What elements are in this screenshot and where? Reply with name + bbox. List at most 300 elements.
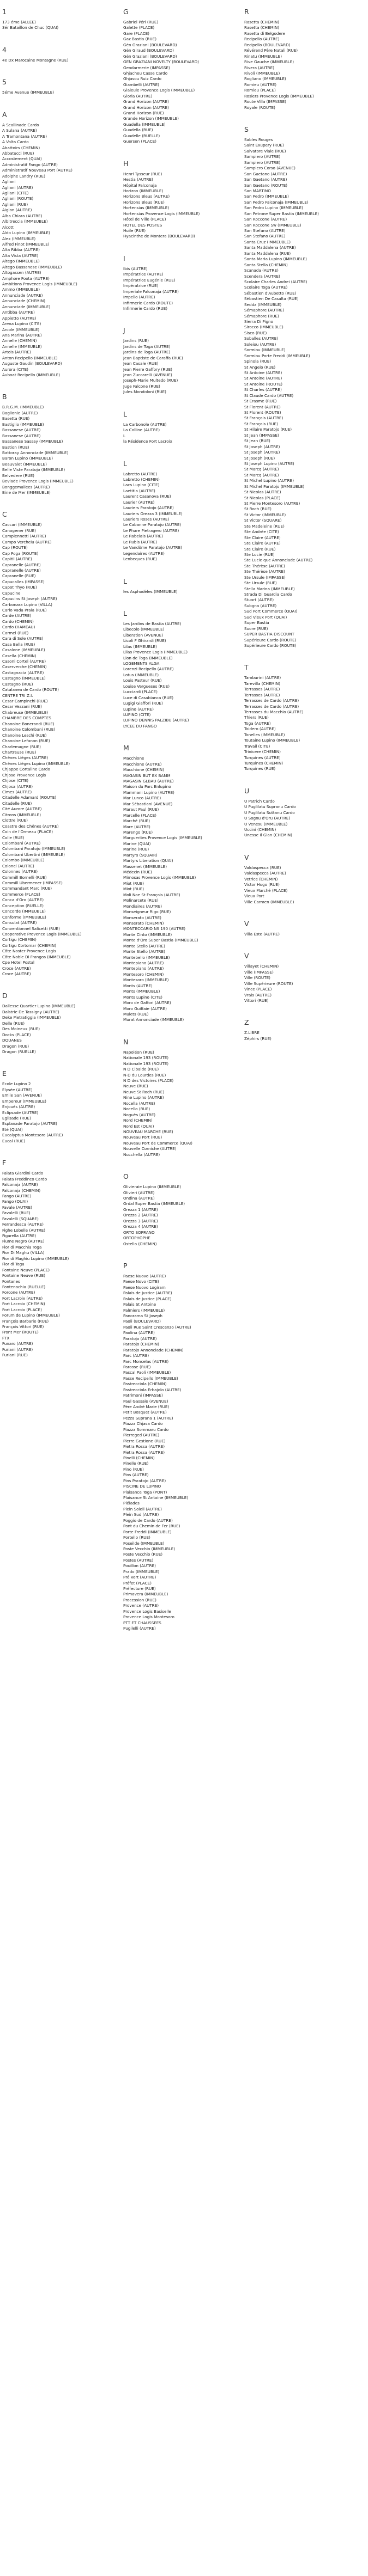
- street-list-item: Ste Claire (AUTRE): [244, 541, 281, 546]
- street-list-item: Rasetta (CHEMIN): [244, 20, 280, 25]
- street-list-item: Guadella (RUE): [123, 127, 153, 133]
- street-list-item: Consulat (AUTRE): [2, 920, 37, 926]
- street-list-item: Forcone (AUTRE): [2, 1290, 35, 1295]
- street-list-item: Capucalles (IMPASSE): [2, 579, 45, 584]
- section-letter-heading: I: [123, 254, 125, 262]
- street-list: [244, 932, 361, 937]
- street-list-item: Sébastien De Casalta (RUE): [244, 296, 299, 302]
- street-list-item: Soballes (AUTRE): [244, 336, 279, 341]
- street-list-item: Zéphirs (RUE): [244, 1036, 272, 1041]
- street-list-item: Gén Graziani (BOULEVARD): [123, 42, 177, 47]
- street-list-item: Moro de Gaffori (AUTRE): [123, 1000, 171, 1006]
- street-list-item: San Pedro Lupino (IMMEUBLE): [244, 205, 303, 211]
- street-list-item: Toga (AUTRE): [244, 720, 271, 726]
- section-letter-heading: E: [2, 1069, 7, 1078]
- street-list-item: Victor Hugo (RUE): [244, 882, 280, 888]
- street-list-item: Jardins (RUE): [123, 338, 149, 344]
- street-list-item: Procession (RUE): [123, 1597, 156, 1602]
- street-list-item: 173 éme (ALLEE): [2, 20, 36, 25]
- street-list-item: Auboat Recipello (IMMEUBLE): [2, 372, 61, 377]
- street-list-item: Bastion (RUE): [2, 444, 29, 450]
- street-list-item: Commill Bornelli (RUE): [2, 874, 47, 880]
- street-list-item: Appietto (AUTRE): [2, 315, 37, 321]
- street-list-item: Clottre (RUE): [2, 818, 28, 823]
- street-list-item: Agliani: [2, 179, 16, 185]
- street-list-item: Favale (AUTRE): [2, 1204, 32, 1210]
- street-list-item: U Patrich Cardo: [244, 798, 275, 804]
- street-list-item: Sémaphore (RUE): [244, 313, 279, 319]
- street-list-item: Dalstrie De Tassigny (AUTRE): [2, 1009, 59, 1014]
- street-list-item: Chanoine Leschi (RUE): [2, 732, 47, 738]
- street-list-item: Imperiale Falconaja (AUTRE): [123, 289, 179, 294]
- street-list-item: Beviade Provence Logis (IMMEUBLE): [2, 479, 74, 484]
- street-list-item: Postes (AUTRE): [123, 1557, 154, 1563]
- section-letter-heading: 1: [2, 8, 7, 16]
- street-list-item: LUPINO DENNIS PALZIBU (AUTRE): [123, 718, 189, 723]
- street-list-item: Alex (IMMEUBLE): [2, 236, 36, 241]
- street-list-item: Gloria (AUTRE): [123, 93, 153, 99]
- street-list-item: Agliani (RUE): [2, 201, 28, 207]
- street-list: [123, 756, 240, 1023]
- street-list-item: Alfred Finot (IMMEUBLE): [2, 241, 50, 247]
- street-list: [2, 1081, 119, 1144]
- street-list-item: Croce (AUTRE): [2, 965, 31, 971]
- street-list-item: Gendarmerie (IMPASSE): [123, 65, 170, 70]
- street-list-item: Capucins St Joseph (AUTRE): [2, 596, 57, 602]
- letter-section: [2, 1069, 119, 1144]
- street-list-item: NOUVEAU MARCHE (RUE): [123, 1129, 173, 1134]
- street-list-item: Passe Recipello (IMMEUBLE): [123, 1375, 178, 1381]
- street-list-item: Lion de Toga (IMMEUBLE): [123, 655, 173, 660]
- street-list-item: Aldo Lupino (IMMEUBLE): [2, 230, 50, 236]
- street-list-item: Chabreuse (IMMEUBLE): [2, 709, 49, 715]
- street-list-item: San Gaetano (AUTRE): [244, 171, 287, 176]
- section-letter-heading: G: [123, 8, 129, 16]
- street-list-item: Portello (RUE): [123, 1535, 150, 1540]
- street-list-item: Monts Lupino (CITE): [123, 994, 162, 1000]
- street-list-item: Orezza 4 (AUTRE): [123, 1224, 158, 1229]
- letter-section: [244, 920, 361, 937]
- street-list-item: Sedda (IMMEUBLE): [244, 302, 282, 307]
- street-list-item: Panorama St Joseph: [123, 1313, 162, 1318]
- street-list-item: Basetta (RUE): [2, 416, 30, 421]
- street-list-item: Labretto (AUTRE): [123, 471, 158, 476]
- street-list-item: Hyacinthe de Montera (BOULEVARD): [123, 234, 195, 239]
- street-list-item: Marguerites Provence Logis (IMMEUBLE): [123, 835, 202, 841]
- street-list-item: Marine (QUAI): [123, 841, 151, 846]
- letter-section: [123, 1038, 240, 1158]
- street-list-item: Sirocco (IMMEUBLE): [244, 325, 283, 330]
- street-list-item: Ste Claire (RUE): [244, 546, 276, 552]
- street-list-item: Nocella (AUTRE): [123, 1100, 155, 1106]
- street-list-item: Dragon (RUE): [2, 1043, 29, 1049]
- street-list-item: Paolina (AUTRE): [123, 1330, 155, 1336]
- street-list-item: St Joseph (AUTRE): [244, 444, 280, 449]
- street-list-item: Plaisance Toga (PONT): [123, 1489, 167, 1495]
- street-list-item: LOGEMENTS ALGA: [123, 661, 160, 666]
- street-list-item: St Jean (IMPASSE): [244, 432, 279, 438]
- street-list-item: Monseigneur Rigo (RUE): [123, 909, 171, 915]
- letter-section: [123, 254, 240, 312]
- street-list-item: Santa Cruz (IMMEUBLE): [244, 239, 291, 244]
- street-list-item: N D des Victoires (PLACE): [123, 1078, 174, 1083]
- street-list: [244, 865, 361, 905]
- street-list-item: Catalanea de Cardo (ROUTE): [2, 687, 59, 693]
- street-list-item: 4e Dx Marocaine Montagne (RUE): [2, 57, 69, 63]
- street-list-item: François Barbarie (RUE): [2, 1318, 49, 1324]
- street-list-item: Favalelli (RUE): [2, 1210, 31, 1216]
- street-list-item: Montesoro (CHEMIN): [123, 971, 164, 977]
- street-list-item: Subgna (AUTRE): [244, 603, 277, 608]
- street-list-item: Santa Maria Lupino (IMMEUBLE): [244, 256, 307, 262]
- street-list-item: St Antoine (AUTRE): [244, 376, 282, 381]
- street-list-item: Fior Di Maghu (VILLA): [2, 1250, 45, 1256]
- section-letter-heading: P: [123, 1261, 128, 1270]
- street-list-item: MAGASIN GLBAU (AUTRE): [123, 779, 174, 784]
- letter-section: [244, 787, 361, 839]
- street-list-item: Campiennetti (AUTRE): [2, 534, 46, 539]
- street-list-item: Cap (ROUTE): [2, 545, 28, 550]
- street-list-item: Ondina (AUTRE): [123, 1196, 155, 1201]
- street-list-item: Sierra Di Pigno: [244, 319, 273, 324]
- letter-section: [244, 952, 361, 1004]
- street-list-item: Supérieure Cardo (ROUTE): [244, 637, 297, 643]
- street-list-item: Jardins de Toga (AUTRE): [123, 350, 171, 355]
- street-list-item: Piazza Chjasa Cardo: [123, 1421, 163, 1427]
- street-list-item: Martyrs (SQUAIR): [123, 852, 158, 858]
- street-list-item: St Marcq (AUTRE): [244, 472, 279, 478]
- street-list-item: Paratojo (CHEMIN): [123, 1342, 159, 1347]
- street-list-item: Giambelli (AUTRE): [123, 82, 159, 87]
- street-list-item: Grand Horizon (AUTRE): [123, 105, 169, 110]
- street-list-item: Ste Thérèse (AUTRE): [244, 569, 285, 574]
- street-list-item: Cooperative Provence Logis (IMMEUBLE): [2, 931, 82, 937]
- street-list-item: Pietra Rossa (AUTRE): [123, 1444, 165, 1449]
- street-list-item: Spinola (RUE): [244, 359, 272, 364]
- street-list-item: Agliani (ROUTE): [2, 196, 34, 201]
- street-list-item: Vieux Marché (PLACE): [244, 888, 288, 893]
- street-list-item: Terrasses de Cardo (AUTRE): [244, 703, 299, 709]
- street-list-item: Macchione (AUTRE): [123, 761, 162, 767]
- street-list-item: Sables Rouges: [244, 137, 273, 142]
- letter-section: [123, 326, 240, 395]
- street-list-item: Des Moineux (RUE): [2, 1026, 40, 1032]
- street-list-item: Royale (ROUTE): [244, 105, 275, 110]
- street-list-item: Casoni Cortel (AUTRE): [2, 658, 46, 664]
- street-list-item: Pino (RUE): [123, 1466, 144, 1472]
- street-list-item: St Charles (AUTRE): [244, 387, 282, 393]
- street-list-item: Cpe Hotel Postal: [2, 960, 35, 965]
- section-letter-heading: M: [123, 744, 129, 752]
- street-list-item: Guersen (PLACE): [123, 139, 156, 144]
- letter-section: [2, 46, 119, 63]
- street-list-item: les Asphodèles (IMMEUBLE): [123, 589, 178, 594]
- street-list-item: Nord (CHEMIN): [123, 1118, 153, 1123]
- street-list: [244, 964, 361, 1004]
- street-list-item: Sampiero Corso (AVENUE): [244, 166, 295, 171]
- street-list-item: Fighe Lobelle (AUTRE): [2, 1227, 46, 1233]
- street-list-item: Fort Lacroix (AUTRE): [2, 1295, 43, 1301]
- street-list-item: N D Cibalde (RUE): [123, 1067, 159, 1072]
- street-list-item: Chjose Provence Logis: [2, 772, 46, 778]
- street-list-item: Capranelle (AUTRE): [2, 562, 41, 567]
- street-list-item: Croce (AUTRE): [2, 971, 31, 976]
- street-list-item: Annunciade (IMMEUBLE): [2, 304, 51, 309]
- street-list-item: SUPER BASTIA DISCOUNT: [244, 632, 295, 637]
- letter-section: [123, 744, 240, 1023]
- street-list-item: Sémaphore (AUTRE): [244, 308, 285, 313]
- street-list-item: Rinatu (IMMEUBLE): [244, 53, 282, 59]
- street-list-item: Falata Giardini Cardo: [2, 1171, 44, 1176]
- street-list-item: Cortigu (CHEMIN): [2, 937, 37, 943]
- street-list-item: Guadella (IMMEUBLE): [123, 121, 166, 127]
- street-list-item: Massenet (IMMEUBLE): [123, 864, 167, 869]
- street-list-item: Orezza 2 (AUTRE): [123, 1213, 158, 1218]
- street-list-item: LUPINO (CITE): [123, 712, 151, 717]
- street-list-item: Marché (RUE): [123, 818, 150, 824]
- street-list-item: Laurent Casanova (RUE): [123, 494, 171, 499]
- street-list-item: Nouvelle Corniche (AUTRE): [123, 1146, 177, 1152]
- street-list-item: Cardo (HAMEAU): [2, 625, 35, 630]
- street-list-item: Côte Noster Provence Logis: [2, 949, 56, 954]
- street-list-item: L: [123, 433, 126, 438]
- street-list-item: Colle (RUE): [2, 835, 25, 840]
- street-list-item: Provence (AUTRE): [123, 1603, 159, 1608]
- street-list-item: Palmiers (IMMEUBLE): [123, 1307, 165, 1313]
- street-list-item: St Joseph (AUTRE): [244, 450, 280, 455]
- street-list-item: Colombani Ubertini (IMMEUBLE): [2, 852, 65, 857]
- street-list-item: Macchione (CHEMIN): [123, 767, 164, 773]
- section-letter-heading: N: [123, 1037, 129, 1046]
- street-list-item: Altogassen (AUTRE): [2, 270, 41, 276]
- street-list-item: Noguès (AUTRE): [123, 1112, 156, 1117]
- street-list-item: Lilas Provence Logis (IMMEUBLE): [123, 650, 188, 655]
- letter-section: [2, 992, 119, 1055]
- letter-section: [123, 460, 240, 562]
- street-list-item: Grand Horizon (AUTRE): [123, 99, 169, 105]
- street-list-item: Infirmerie Cardo (ROUTE): [123, 300, 173, 305]
- section-letter-heading: A: [2, 110, 7, 119]
- street-list-item: Ste Claire (AUTRE): [244, 535, 281, 540]
- street-list-item: Fango (AUTRE): [2, 1193, 32, 1198]
- street-list-item: Soleiou (AUTRE): [244, 341, 276, 347]
- street-list-item: Thiers (RUE): [244, 715, 269, 720]
- street-list-item: Recipello (BOULEVARD): [244, 42, 291, 47]
- street-list-item: Valdaspecca (RUE): [244, 865, 281, 870]
- street-list-item: Altego Bassanese (IMMEUBLE): [2, 264, 62, 270]
- street-list-item: Cimes (AUTRE): [2, 790, 32, 794]
- section-letter-heading: V: [244, 952, 249, 960]
- street-list: [2, 90, 119, 95]
- street-list-item: Montesoro (IMMEUBLE): [123, 977, 169, 983]
- street-list-item: San Roccone (AUTRE): [244, 217, 287, 222]
- street-list-item: LYCEE DU FANGO: [123, 723, 157, 729]
- street-list-item: N-D du Lourdes (RUE): [123, 1072, 166, 1078]
- street-list-item: St Joseph (RUE): [244, 455, 275, 461]
- street-list-item: Auguste Gaudin (BOULEVARD): [2, 361, 62, 366]
- street-list-item: Fontaine Neuve (RUE): [2, 1273, 46, 1278]
- street-list: [244, 20, 361, 111]
- street-list-item: Fiume Negro (AUTRE): [2, 1239, 45, 1244]
- street-list-item: Emile San (AVENUE): [2, 1093, 42, 1098]
- street-list-item: Infirmerie Cardo (RUE): [123, 305, 168, 311]
- street-list-item: Commandant Marc (RUE): [2, 886, 52, 891]
- street-list-item: Scanada (AUTRE): [244, 268, 279, 273]
- street-list-item: Alta Ribba (AUTRE): [2, 247, 40, 253]
- street-list-item: U Venesu (IMMEUBLE): [244, 821, 288, 827]
- street-list-item: Chanoine Colombani (RUE): [2, 727, 56, 732]
- street-list-item: Tamburini (AUTRE): [244, 675, 281, 681]
- street-list-item: La Colline (AUTRE): [123, 427, 160, 433]
- street-list-item: St Angelo (RUE): [244, 364, 276, 370]
- section-letter-heading: V: [244, 919, 249, 928]
- street-list-item: Conception (RUELLE): [2, 903, 44, 908]
- street-list-item: Turquines (RUE): [244, 766, 276, 772]
- street-list-item: Cesar Vezzani (RUE): [2, 704, 42, 709]
- street-list-item: Lucciardi (PLACE): [123, 689, 158, 695]
- street-list-item: Rivera (AUTRE): [244, 65, 275, 70]
- street-list-item: Nord Est (QUAI): [123, 1123, 154, 1129]
- street-list-item: Préfet (PLACE): [123, 1580, 152, 1586]
- letter-section: [123, 410, 240, 445]
- street-list-item: Annunciade (AUTRE): [2, 292, 43, 298]
- street-list-item: Empereur (IMMEUBLE): [2, 1098, 46, 1104]
- street-list-item: Rosiers Provence Logis (IMMEUBLE): [244, 93, 314, 99]
- street-list-item: Révérend Père Natali (RUE): [244, 48, 298, 53]
- street-list-item: San Roccone Sw (IMMEUBLE): [244, 222, 301, 228]
- street-list-item: Eclipsade (AUTRE): [2, 1110, 39, 1115]
- street-list-item: Paese Nuovo (AUTRE): [123, 1273, 166, 1278]
- street-list-item: 3ér Bataillon de Chuc (QUAI): [2, 25, 59, 30]
- street-list-item: Canogener (RUE): [2, 528, 36, 533]
- street-list-item: Ghjasou Ruiz Cardo: [123, 76, 162, 82]
- street-list-item: Martyrs Liberation (QUAI): [123, 858, 173, 864]
- street-list-item: Pinelli (CHEMIN): [123, 1455, 155, 1460]
- street-list-item: Pins Paratojo (AUTRE): [123, 1478, 166, 1483]
- street-list-item: Ambitions Provence Logis (IMMEUBLE): [2, 282, 77, 286]
- street-list-item: St Michel Paratojo (IMMEUBLE): [244, 484, 305, 489]
- street-list-item: Capucine: [2, 590, 21, 596]
- street-list-item: Colombani Paratojo (IMMEUBLE): [2, 846, 65, 852]
- street-list-item: Neuve St Roch (RUE): [123, 1089, 165, 1094]
- street-list-item: Ste Lucie que Annonciade (AUTRE): [244, 558, 313, 563]
- street-list-item: Neuve (RUE): [123, 1084, 148, 1089]
- street-list-item: CENTRE TRI Z.I.: [2, 693, 33, 698]
- street-list-item: Lacs Lupino (CITE): [123, 482, 160, 488]
- street-list-item: Vittori (RUE): [244, 998, 269, 1003]
- street-list-item: Charlemagne (RUE): [2, 744, 41, 749]
- street-list-item: Casella (CHEMIN): [2, 653, 37, 658]
- street-list-item: Le Vandôme Paratojo (AUTRE): [123, 545, 182, 550]
- street-list-item: Pinelle (RUE): [123, 1461, 149, 1466]
- street-list: [2, 20, 119, 31]
- street-list-item: Sisco (RUE): [244, 330, 267, 335]
- street-list-item: Impératrice Eugénie (RUE): [123, 277, 176, 283]
- street-list-item: Santa Stella (CHEMIN): [244, 262, 288, 267]
- street-list-item: Napoléon (RUE): [123, 1049, 154, 1055]
- street-list-item: Gén Giraud (BOULEVARD): [123, 48, 174, 53]
- street-list-item: Laetitia (AUTRE): [123, 488, 155, 493]
- street-list: [123, 1274, 240, 1632]
- street-list: [123, 422, 240, 445]
- street-list-item: Ville Supérieure (ROUTE): [244, 981, 293, 986]
- street-list-item: PISCINE DE LUPINO: [123, 1484, 161, 1489]
- section-letter-heading: L: [123, 409, 127, 418]
- street-list-item: Altego (IMMEUBLE): [2, 259, 40, 264]
- street-list-item: Scendera (AUTRE): [244, 273, 280, 279]
- letter-section: [244, 1018, 361, 1042]
- street-list-item: 5éme Avenue (IMMEUBLE): [2, 90, 55, 95]
- street-list-item: Bastiglio (IMMEUBLE): [2, 421, 44, 427]
- street-list-item: Eté (QUAI): [2, 1127, 23, 1132]
- street-list-item: Maraut Paul (RUE): [123, 807, 159, 812]
- street-list-item: Chanoine Bonerandi (RUE): [2, 721, 55, 726]
- letter-section: [123, 1262, 240, 1632]
- street-list-item: Les Jardins de Bastia (AUTRE): [123, 621, 182, 626]
- street-list-item: Elysée (AUTRE): [2, 1087, 33, 1092]
- street-list-item: Villa Este (AUTRE): [244, 931, 280, 937]
- street-list-item: Parc (AUTRE): [123, 1353, 149, 1359]
- street-list-item: Nationale 193 (ROUTE): [123, 1061, 169, 1066]
- street-list-item: Esplanade Paratojo (AUTRE): [2, 1121, 57, 1127]
- street-list-item: Grande Horizon (IMMEUBLE): [123, 116, 179, 121]
- street-list-item: Fior di Maghiu Lupino (IMMEUBLE): [2, 1256, 69, 1261]
- street-list-item: la Résidence Fort Lacroix: [123, 439, 172, 444]
- street-list-item: Fontanes: [2, 1278, 20, 1284]
- street-list-item: Ste Thérèse (AUTRE): [244, 563, 285, 568]
- street-list-item: St Nicolas (AUTRE): [244, 489, 281, 495]
- street-list-item: Citadelle (RUE): [2, 800, 32, 806]
- street-list-item: Monts (AUTRE): [123, 983, 153, 988]
- street-list-item: Luce di Casabianca (RUE): [123, 695, 174, 700]
- letter-section: [2, 1159, 119, 1358]
- street-list-item: Pléiades: [123, 1501, 140, 1506]
- street-list: [123, 338, 240, 395]
- street-list-item: Legendaires (AUTRE): [123, 550, 165, 556]
- street-list-item: Cesar Campinchi (RUE): [2, 699, 48, 703]
- street-list-item: Monserato (AUTRE): [123, 915, 161, 920]
- street-list-item: Fior di Macchia Toga: [2, 1244, 42, 1250]
- street-list-item: St François (RUE): [244, 421, 278, 426]
- section-letter-heading: F: [2, 1159, 7, 1167]
- street-list-item: Poste Vecchio (RUE): [123, 1552, 163, 1557]
- street-list-item: Furiani (AUTRE): [2, 1347, 33, 1352]
- street-list-item: Petit Bosquet (AUTRE): [123, 1410, 167, 1415]
- street-list-item: Le Rabelais (AUTRE): [123, 534, 163, 539]
- street-list-item: Hortensias (IMMEUBLE): [123, 205, 170, 211]
- street-list-item: Fango (QUAI): [2, 1199, 28, 1204]
- street-list: [244, 137, 361, 648]
- street-list-item: Fontenochia (RUELLE): [2, 1284, 46, 1289]
- directory-column-1: [2, 8, 119, 1373]
- street-list-item: San Pedro (IMMEUBLE): [244, 194, 289, 199]
- street-list-item: Cara di Sole (AUTRE): [2, 636, 44, 641]
- street-list-item: Lauriers Paratojo (AUTRE): [123, 505, 174, 511]
- street-list-item: St Victor (SQUARE): [244, 518, 282, 523]
- street-list-item: Ordal Super Bastia (IMMEUBLE): [123, 1201, 185, 1207]
- street-list-item: Lupino (AUTRE): [123, 706, 154, 712]
- street-list-item: MAGASIN BUT EX BAMM: [123, 773, 171, 778]
- street-list-item: Libecolo (IMMEUBLE): [123, 627, 165, 632]
- street-list-item: Castagno (IMMEUBLE): [2, 676, 46, 681]
- street-list-item: Henri Tysseur (RUE): [123, 171, 162, 176]
- street-list-item: St Marcq (AUTRE): [244, 467, 279, 472]
- street-list-item: Forum de Lupino (IMMEUBLE): [2, 1313, 60, 1318]
- street-list-item: Sud Port Commerce (QUAI): [244, 609, 298, 614]
- street-list-item: St Michel Lupino (AUTRE): [244, 478, 294, 484]
- letter-section: [244, 853, 361, 905]
- street-list-item: Amphore Foota (AUTRE): [2, 276, 50, 281]
